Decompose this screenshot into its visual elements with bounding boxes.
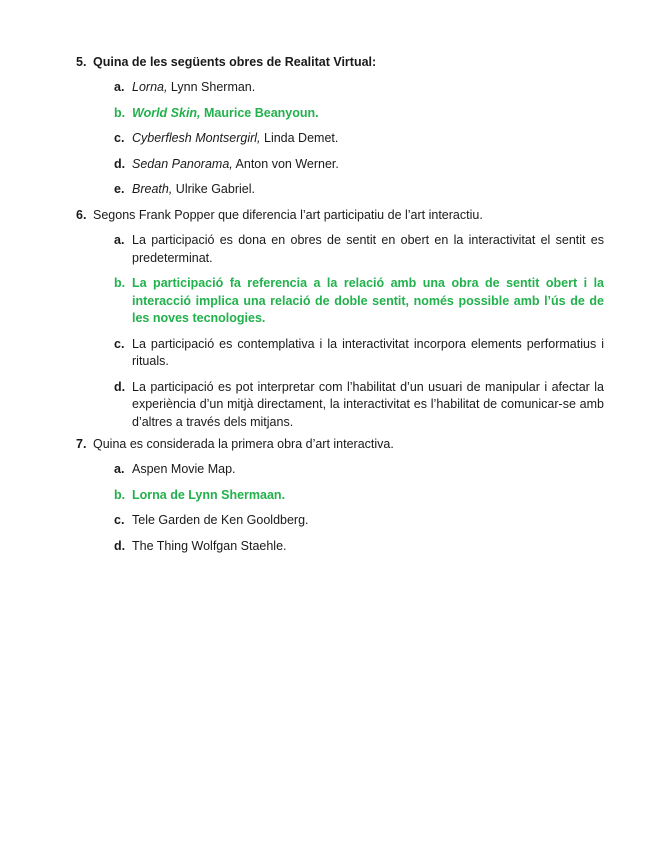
- work-title: Sedan Panorama,: [132, 156, 233, 171]
- work-author: Maurice Beanyoun.: [200, 105, 319, 120]
- work-title: Cyberflesh Montsergirl,: [132, 131, 261, 145]
- option-letter: c.: [114, 131, 125, 145]
- work-title: World Skin,: [132, 105, 201, 120]
- work-title: Lorna,: [132, 80, 168, 94]
- work-author: Anton von Werner.: [232, 156, 339, 171]
- options-list: [114, 79, 604, 199]
- work-author: Linda Demet.: [260, 131, 339, 145]
- option-a: [114, 79, 604, 97]
- option-text: Aspen Movie Map.: [132, 462, 236, 476]
- option-letter: d.: [114, 379, 126, 394]
- option-text: [132, 130, 604, 148]
- work-author: Lynn Sherman.: [167, 80, 256, 94]
- option-text: [132, 181, 604, 199]
- options-list: [114, 461, 604, 555]
- option-text: La participació es contemplativa i la interactivitat incorpora elements performatius i rituals.: [132, 336, 604, 368]
- question-7: [76, 436, 604, 563]
- option-letter: c.: [114, 513, 125, 527]
- question-text: Quina de les següents obres de Realitat Virtual:: [93, 55, 377, 69]
- question-number: 6.: [76, 208, 87, 222]
- option-d: [114, 538, 604, 556]
- option-a: [114, 461, 604, 479]
- option-b-correct: [114, 275, 604, 328]
- question-text: Segons Frank Popper que diferencia l’art participatiu de l’art interactiu.: [93, 208, 483, 222]
- question-6-heading: [76, 207, 604, 223]
- option-letter: d.: [114, 156, 126, 171]
- option-a: [114, 232, 604, 267]
- option-letter: b.: [114, 105, 126, 120]
- option-text: [132, 156, 604, 174]
- option-text: Tele Garden de Ken Gooldberg.: [132, 513, 309, 527]
- question-5-heading: [76, 54, 604, 70]
- question-5: [76, 54, 604, 207]
- work-author: Ulrike Gabriel.: [172, 182, 255, 196]
- question-7-heading: [76, 436, 604, 452]
- option-text: The Thing Wolfgan Staehle.: [132, 538, 287, 553]
- option-text: [132, 105, 604, 123]
- option-letter: b.: [114, 487, 126, 502]
- option-c: [114, 130, 604, 148]
- option-text: Lorna de Lynn Shermaan.: [132, 487, 286, 502]
- work-title: Breath,: [132, 182, 173, 196]
- option-text: La participació es dona en obres de sentit en obert en la interactivitat el sentit es predeterminat.: [132, 233, 604, 265]
- option-letter: a.: [114, 233, 125, 247]
- question-number: 5.: [76, 55, 87, 69]
- option-letter: b.: [114, 276, 126, 290]
- option-b-correct: [114, 105, 604, 123]
- option-text: La participació fa referencia a la relació amb una obra de sentit obert i la interacció implica una relació de doble sentit, només possible amb l’ús de de les noves tecnologies.: [132, 276, 604, 325]
- option-text: La participació es pot interpretar com l’habilitat d’un usuari de manipular i afectar la experiència d’un mitjà directament, la interactivitat es l’habilitat de comunicar-se amb d’altres a través dels mitjans.: [132, 379, 604, 429]
- question-number: 7.: [76, 437, 87, 451]
- option-letter: c.: [114, 336, 125, 351]
- option-letter: d.: [114, 538, 126, 553]
- option-d: [114, 379, 604, 432]
- option-c: [114, 336, 604, 371]
- question-text: Quina es considerada la primera obra d’art interactiva.: [93, 437, 394, 451]
- option-c: [114, 512, 604, 530]
- question-6: [76, 207, 604, 439]
- option-letter: e.: [114, 182, 125, 196]
- option-d: [114, 156, 604, 174]
- option-b-correct: [114, 487, 604, 505]
- options-list: [114, 232, 604, 431]
- option-e: [114, 181, 604, 199]
- option-letter: a.: [114, 80, 125, 94]
- option-letter: a.: [114, 462, 125, 476]
- option-text: [132, 79, 604, 97]
